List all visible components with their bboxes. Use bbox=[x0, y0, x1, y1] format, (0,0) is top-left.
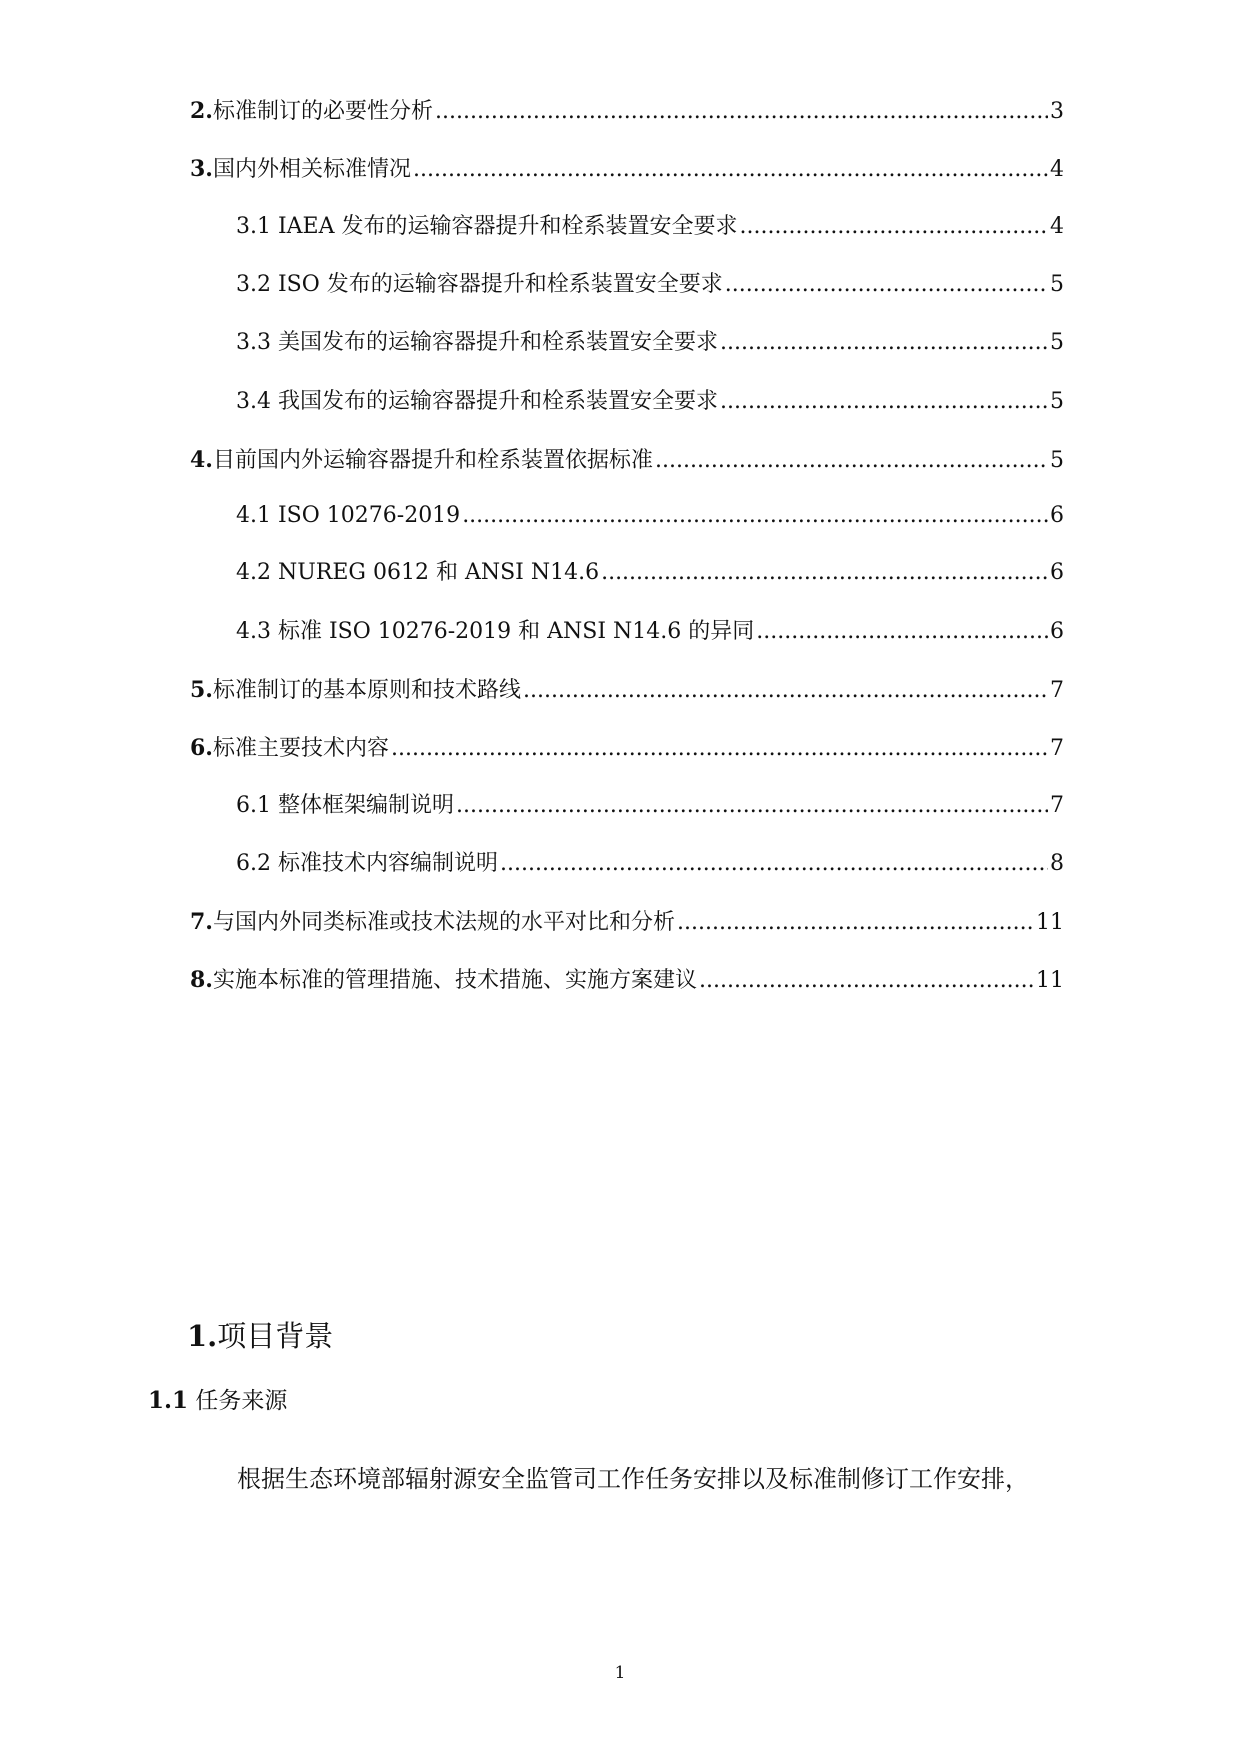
toc-entry[interactable] bbox=[190, 153, 1064, 185]
toc-entry-label: 4.3 标准 ISO 10276-2019 和 ANSI N14.6 的异同 bbox=[236, 619, 755, 644]
toc-entry-number: 8. bbox=[190, 967, 213, 993]
toc-entry[interactable] bbox=[190, 444, 1064, 476]
toc-entry-page: 6 bbox=[1050, 619, 1064, 644]
subsection-number: 1.1 bbox=[148, 1387, 189, 1414]
toc-entry-page: 7 bbox=[1050, 736, 1064, 761]
toc-entry-label: 与国内外同类标准或技术法规的水平对比和分析 bbox=[212, 910, 675, 935]
toc-entry-label: 3.3 美国发布的运输容器提升和栓系装置安全要求 bbox=[236, 330, 718, 355]
toc-subentry[interactable] bbox=[236, 557, 1064, 589]
toc-dot-leader bbox=[435, 96, 1048, 128]
toc-dot-leader bbox=[756, 616, 1048, 648]
toc-dot-leader bbox=[462, 500, 1048, 532]
toc-subentry[interactable] bbox=[236, 327, 1064, 359]
toc-entry-label: 标准制订的必要性分析 bbox=[212, 99, 433, 124]
toc-dot-leader bbox=[456, 790, 1048, 822]
toc-dot-leader bbox=[720, 386, 1048, 418]
toc-entry[interactable] bbox=[190, 674, 1064, 706]
toc-entry-page: 3 bbox=[1050, 99, 1064, 124]
toc-entry-label: 国内外相关标准情况 bbox=[212, 157, 411, 182]
section-heading bbox=[187, 1316, 333, 1356]
toc-entry-label: 3.4 我国发布的运输容器提升和栓系装置安全要求 bbox=[236, 389, 718, 414]
toc-entry-label: 3.2 ISO 发布的运输容器提升和栓系装置安全要求 bbox=[236, 272, 723, 297]
toc-entry-page: 8 bbox=[1050, 851, 1064, 876]
toc-subentry[interactable] bbox=[236, 616, 1064, 648]
toc-entry-page: 11 bbox=[1036, 910, 1064, 935]
toc-dot-leader bbox=[413, 154, 1048, 186]
toc-entry-label: 目前国内外运输容器提升和栓系装置依据标准 bbox=[212, 448, 653, 473]
toc-dot-leader bbox=[500, 848, 1048, 880]
toc-dot-leader bbox=[699, 965, 1034, 997]
toc-entry[interactable] bbox=[190, 964, 1064, 996]
toc-entry-page: 7 bbox=[1050, 793, 1064, 818]
toc-entry-page: 4 bbox=[1050, 214, 1064, 239]
toc-entry-label: 标准制订的基本原则和技术路线 bbox=[212, 678, 521, 703]
toc-entry-page: 7 bbox=[1050, 678, 1064, 703]
toc-entry[interactable] bbox=[190, 95, 1064, 127]
toc-entry-page: 6 bbox=[1050, 503, 1064, 528]
toc-entry-page: 4 bbox=[1050, 157, 1064, 182]
toc-entry-number: 5. bbox=[190, 677, 213, 703]
toc-entry-number: 3. bbox=[190, 156, 213, 182]
subsection-title: 任务来源 bbox=[188, 1388, 288, 1414]
toc-entry-number: 2. bbox=[190, 98, 213, 124]
section-number: 1. bbox=[187, 1319, 218, 1353]
toc-subentry[interactable] bbox=[236, 269, 1064, 301]
toc-entry-label: 3.1 IAEA 发布的运输容器提升和栓系装置安全要求 bbox=[236, 214, 738, 239]
toc-dot-leader bbox=[655, 445, 1048, 477]
toc-entry-number: 6. bbox=[190, 735, 213, 761]
toc-entry-label: 标准主要技术内容 bbox=[212, 736, 389, 761]
toc-entry-page: 6 bbox=[1050, 560, 1064, 585]
toc-entry[interactable] bbox=[190, 732, 1064, 764]
toc-dot-leader bbox=[391, 733, 1048, 765]
toc-entry-page: 5 bbox=[1050, 448, 1064, 473]
toc-entry-page: 5 bbox=[1050, 272, 1064, 297]
toc-entry-label: 6.2 标准技术内容编制说明 bbox=[236, 851, 498, 876]
toc-dot-leader bbox=[523, 675, 1048, 707]
subsection-heading bbox=[148, 1385, 287, 1417]
toc-dot-leader bbox=[677, 907, 1034, 939]
body-paragraph: 根据生态环境部辐射源安全监管司工作任务安排以及标准制修订工作安排， bbox=[237, 1465, 1029, 1493]
toc-subentry[interactable] bbox=[236, 386, 1064, 418]
toc-subentry[interactable] bbox=[236, 848, 1064, 880]
section-title: 项目背景 bbox=[217, 1319, 334, 1353]
toc-entry-label: 实施本标准的管理措施、技术措施、实施方案建议 bbox=[212, 968, 697, 993]
toc-dot-leader bbox=[740, 211, 1048, 243]
toc-dot-leader bbox=[720, 327, 1048, 359]
toc-entry-label: 4.2 NUREG 0612 和 ANSI N14.6 bbox=[236, 560, 600, 585]
toc-subentry[interactable] bbox=[236, 211, 1064, 243]
toc-dot-leader bbox=[601, 557, 1048, 589]
toc-entry-label: 6.1 整体框架编制说明 bbox=[236, 793, 454, 818]
toc-entry-number: 4. bbox=[190, 447, 213, 473]
page-number: 1 bbox=[614, 1663, 626, 1683]
toc-dot-leader bbox=[725, 269, 1048, 301]
toc-subentry[interactable] bbox=[236, 500, 1064, 532]
toc-subentry[interactable] bbox=[236, 790, 1064, 822]
toc-entry-page: 5 bbox=[1050, 330, 1064, 355]
toc-entry-number: 7. bbox=[190, 909, 213, 935]
toc-entry-label: 4.1 ISO 10276-2019 bbox=[236, 503, 461, 528]
toc-entry[interactable] bbox=[190, 906, 1064, 938]
toc-entry-page: 11 bbox=[1036, 968, 1064, 993]
toc-entry-page: 5 bbox=[1050, 389, 1064, 414]
